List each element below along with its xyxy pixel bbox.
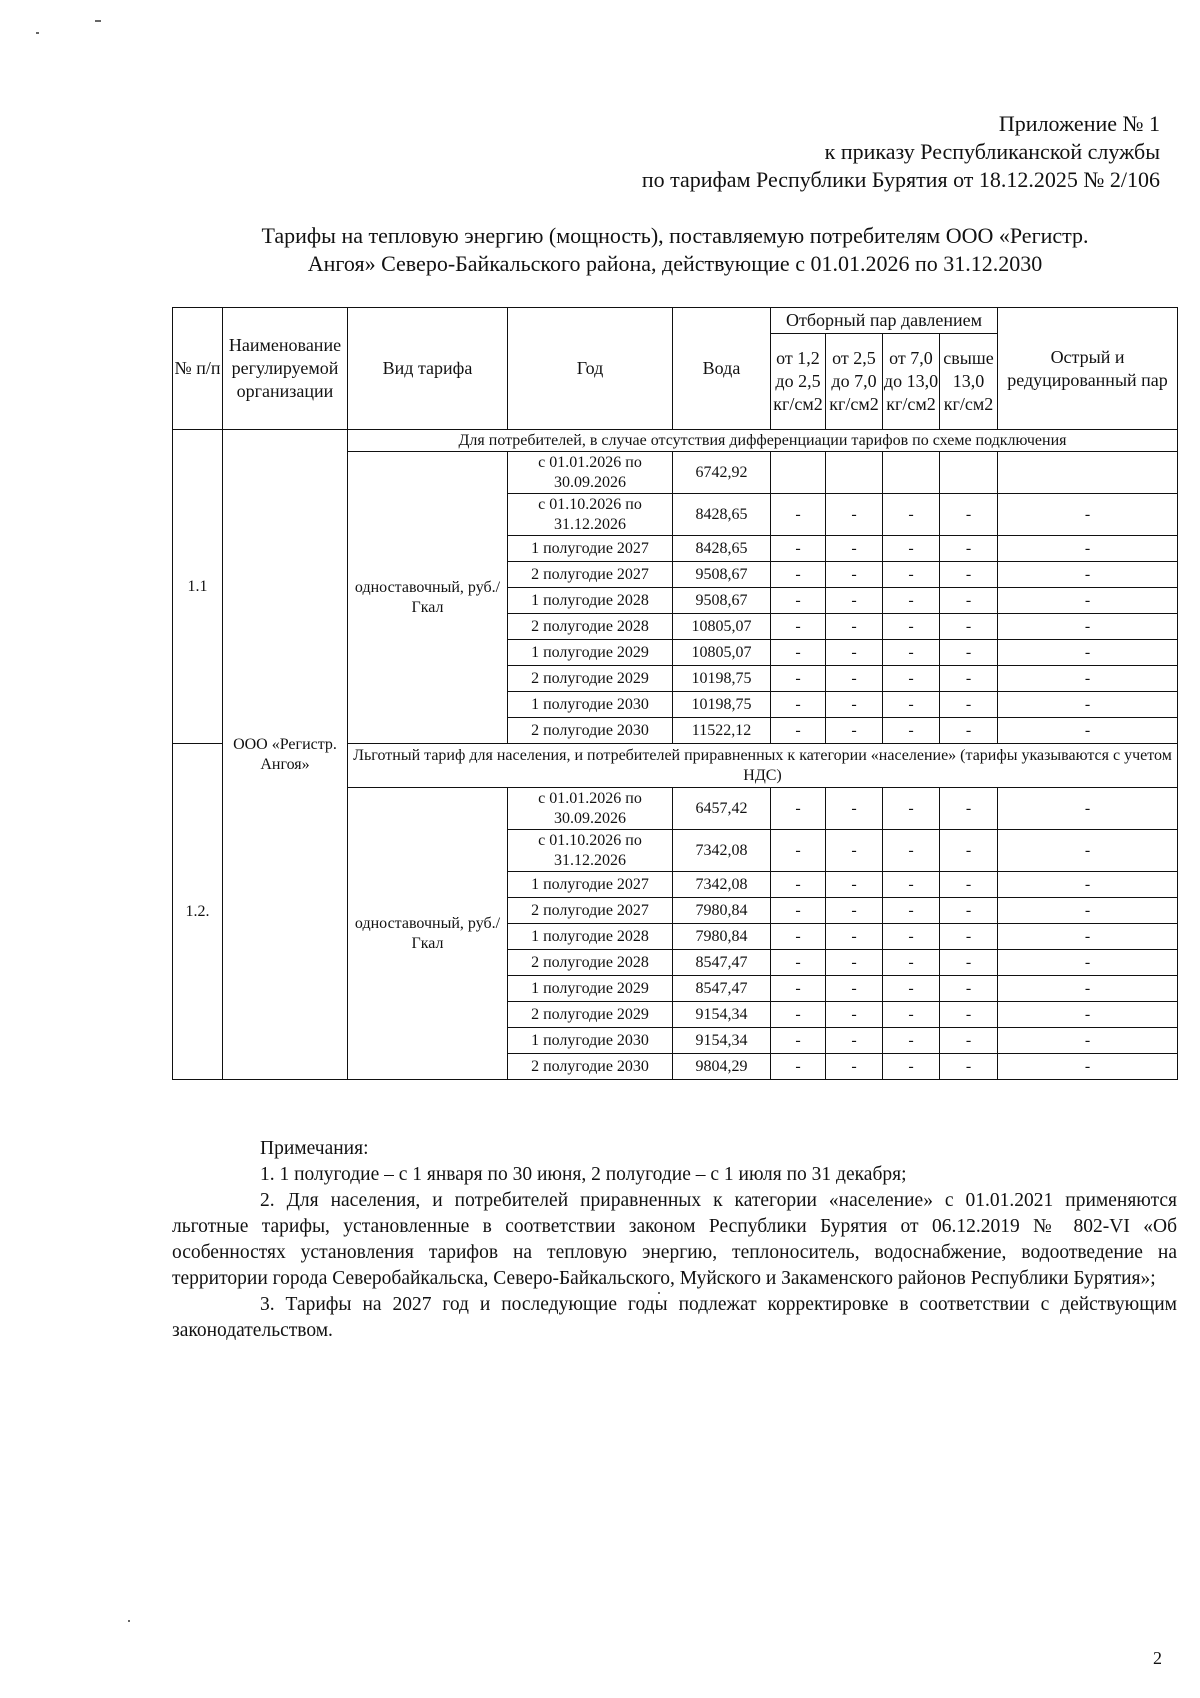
tariff-table (172, 307, 1178, 1080)
note-item: 2. Для населения, и потребителей приравненных к категории «население» с 01.01.2021 применяются льготные тарифы, установленные в соответствии законом Республики Бурятия от 06.12.2019 № 802-VI «Об особенностях установления тарифов на тепловую энергию, теплоноситель, водоснабжение, водоотведение на территории города Северобайкальска, Северо-Байкальского, Муйского и Закаменского районов Республики Бурятия»; (172, 1190, 1177, 1289)
dash-cell: - (826, 1054, 883, 1080)
dash-cell: - (883, 588, 940, 614)
section-label: Для потребителей, в случае отсутствия дифференциации тарифов по схеме подключения (348, 430, 1178, 452)
title-line: Тарифы на тепловую энергию (мощность), поставляемую потребителям ООО «Регистр. (261, 223, 1089, 248)
dash-cell: - (883, 1054, 940, 1080)
dash-cell: - (940, 898, 998, 924)
header-sharp-steam: Острый и редуцированный пар (998, 308, 1178, 430)
dash-cell: - (998, 692, 1178, 718)
dash-cell: - (940, 614, 998, 640)
period-cell: 1 полугодие 2027 (508, 872, 673, 898)
dash-cell (883, 452, 940, 494)
dash-cell: - (771, 588, 826, 614)
dash-cell: - (826, 640, 883, 666)
scan-speck (128, 1620, 130, 1622)
dash-cell: - (998, 562, 1178, 588)
dash-cell: - (998, 898, 1178, 924)
period-cell: 2 полугодие 2029 (508, 1002, 673, 1028)
dash-cell: - (771, 666, 826, 692)
water-tariff: 7342,08 (673, 830, 771, 872)
dash-cell: - (771, 872, 826, 898)
header-tariff-type: Вид тарифа (348, 308, 508, 430)
dash-cell: - (940, 830, 998, 872)
dash-cell: - (826, 830, 883, 872)
dash-cell: - (771, 562, 826, 588)
scan-speck (95, 20, 101, 22)
header-steam-group: Отборный пар давлением (771, 308, 998, 334)
header-steam-1: от 1,2 до 2,5 кг/см2 (771, 334, 826, 430)
dash-cell: - (940, 950, 998, 976)
dash-cell: - (998, 640, 1178, 666)
dash-cell: - (998, 976, 1178, 1002)
water-tariff: 9154,34 (673, 1028, 771, 1054)
dash-cell: - (771, 788, 826, 830)
dash-cell: - (998, 1054, 1178, 1080)
dash-cell: - (883, 898, 940, 924)
dash-cell: - (883, 562, 940, 588)
dash-cell: - (771, 640, 826, 666)
water-tariff: 9804,29 (673, 1054, 771, 1080)
dash-cell: - (883, 1028, 940, 1054)
header-num: № п/п (173, 308, 223, 430)
dash-cell: - (940, 924, 998, 950)
dash-cell: - (771, 1028, 826, 1054)
dash-cell: - (940, 718, 998, 744)
header-year: Год (508, 308, 673, 430)
dash-cell: - (883, 872, 940, 898)
dash-cell: - (998, 924, 1178, 950)
dash-cell: - (998, 718, 1178, 744)
period-cell: 1 полугодие 2028 (508, 924, 673, 950)
appendix-line: к приказу Республиканской службы (824, 139, 1160, 164)
dash-cell: - (998, 666, 1178, 692)
dash-cell: - (940, 1028, 998, 1054)
dash-cell: - (998, 1028, 1178, 1054)
dash-cell (940, 452, 998, 494)
water-tariff: 10805,07 (673, 640, 771, 666)
header-steam-2: от 2,5 до 7,0 кг/см2 (826, 334, 883, 430)
header-water: Вода (673, 308, 771, 430)
water-tariff: 7980,84 (673, 924, 771, 950)
dash-cell: - (883, 640, 940, 666)
period-cell: с 01.10.2026 по 31.12.2026 (508, 830, 673, 872)
period-cell: 2 полугодие 2028 (508, 614, 673, 640)
water-tariff: 10198,75 (673, 666, 771, 692)
dash-cell: - (826, 924, 883, 950)
period-cell: с 01.01.2026 по 30.09.2026 (508, 452, 673, 494)
dash-cell: - (883, 788, 940, 830)
dash-cell: - (771, 924, 826, 950)
water-tariff: 7342,08 (673, 872, 771, 898)
header-steam-3: от 7,0 до 13,0 кг/см2 (883, 334, 940, 430)
period-cell: 2 полугодие 2030 (508, 718, 673, 744)
note-item: 1. 1 полугодие – с 1 января по 30 июня, 2 полугодие – с 1 июля по 31 декабря; (260, 1164, 907, 1185)
dash-cell: - (826, 788, 883, 830)
dash-cell (771, 452, 826, 494)
dash-cell: - (883, 976, 940, 1002)
dash-cell: - (940, 692, 998, 718)
tariff-type: одноставочный, руб./Гкал (348, 788, 508, 1080)
header-org: Наименование регулируемой организации (223, 308, 348, 430)
dash-cell: - (826, 588, 883, 614)
dash-cell: - (771, 718, 826, 744)
period-cell: с 01.01.2026 по 30.09.2026 (508, 788, 673, 830)
water-tariff: 7980,84 (673, 898, 771, 924)
dash-cell: - (998, 872, 1178, 898)
water-tariff: 8547,47 (673, 950, 771, 976)
appendix-line: Приложение № 1 (998, 111, 1160, 136)
dash-cell: - (998, 494, 1178, 536)
dash-cell: - (826, 1002, 883, 1028)
page-number: 2 (1153, 1648, 1162, 1668)
water-tariff: 8428,65 (673, 536, 771, 562)
dash-cell (998, 452, 1178, 494)
water-tariff: 6457,42 (673, 788, 771, 830)
scan-speck (36, 32, 39, 34)
water-tariff: 9154,34 (673, 1002, 771, 1028)
period-cell: 1 полугодие 2030 (508, 1028, 673, 1054)
dash-cell: - (826, 898, 883, 924)
dash-cell: - (883, 718, 940, 744)
dash-cell: - (883, 494, 940, 536)
period-cell: 2 полугодие 2029 (508, 666, 673, 692)
water-tariff: 6742,92 (673, 452, 771, 494)
period-cell: 1 полугодие 2029 (508, 640, 673, 666)
dash-cell: - (883, 830, 940, 872)
period-cell: 2 полугодие 2030 (508, 1054, 673, 1080)
water-tariff: 11522,12 (673, 718, 771, 744)
period-cell: 1 полугодие 2027 (508, 536, 673, 562)
section-label-row (173, 430, 1178, 452)
appendix-header (642, 110, 1160, 194)
dash-cell: - (940, 666, 998, 692)
dash-cell: - (771, 1054, 826, 1080)
dash-cell: - (826, 666, 883, 692)
dash-cell: - (883, 614, 940, 640)
dash-cell: - (771, 830, 826, 872)
dash-cell: - (826, 692, 883, 718)
dash-cell: - (826, 536, 883, 562)
water-tariff: 10198,75 (673, 692, 771, 718)
dash-cell: - (826, 562, 883, 588)
dash-cell: - (883, 1002, 940, 1028)
dash-cell: - (998, 588, 1178, 614)
period-cell: 1 полугодие 2030 (508, 692, 673, 718)
notes-heading: Примечания: (260, 1138, 369, 1159)
water-tariff: 8547,47 (673, 976, 771, 1002)
dash-cell: - (826, 494, 883, 536)
period-cell: 1 полугодие 2029 (508, 976, 673, 1002)
dash-cell: - (771, 898, 826, 924)
dash-cell: - (940, 562, 998, 588)
section-label: Льготный тариф для населения, и потребителей приравненных к категории «население» (тарифы указываются с учетом НДС) (348, 744, 1178, 788)
water-tariff: 8428,65 (673, 494, 771, 536)
dash-cell: - (940, 494, 998, 536)
dash-cell: - (771, 692, 826, 718)
period-cell: 2 полугодие 2027 (508, 898, 673, 924)
dash-cell: - (998, 788, 1178, 830)
dash-cell: - (940, 588, 998, 614)
period-cell: 1 полугодие 2028 (508, 588, 673, 614)
dash-cell: - (883, 950, 940, 976)
notes (172, 1136, 1177, 1344)
title-line: Ангоя» Северо-Байкальского района, действующие с 01.01.2026 по 31.12.2030 (307, 251, 1043, 276)
dash-cell: - (771, 614, 826, 640)
period-cell: 2 полугодие 2027 (508, 562, 673, 588)
dash-cell: - (771, 536, 826, 562)
dash-cell: - (826, 1028, 883, 1054)
dash-cell: - (998, 614, 1178, 640)
water-tariff: 9508,67 (673, 588, 771, 614)
dash-cell: - (940, 976, 998, 1002)
dash-cell: - (883, 536, 940, 562)
dash-cell: - (940, 1002, 998, 1028)
dash-cell: - (771, 1002, 826, 1028)
dash-cell: - (998, 830, 1178, 872)
dash-cell: - (940, 788, 998, 830)
tariff-type: одноставочный, руб./Гкал (348, 452, 508, 744)
dash-cell: - (883, 666, 940, 692)
dash-cell: - (826, 976, 883, 1002)
dash-cell: - (771, 950, 826, 976)
dash-cell: - (940, 640, 998, 666)
dash-cell: - (998, 536, 1178, 562)
dash-cell: - (771, 494, 826, 536)
note-item: 3. Тарифы на 2027 год и последующие годы подлежат корректировке в соответствии с действующим законодательством. (172, 1294, 1177, 1341)
period-cell: 2 полугодие 2028 (508, 950, 673, 976)
dash-cell: - (826, 614, 883, 640)
table-body (173, 430, 1178, 1080)
dash-cell: - (826, 718, 883, 744)
water-tariff: 9508,67 (673, 562, 771, 588)
water-tariff: 10805,07 (673, 614, 771, 640)
dash-cell: - (883, 924, 940, 950)
dash-cell: - (826, 950, 883, 976)
dash-cell (826, 452, 883, 494)
dash-cell: - (998, 1002, 1178, 1028)
dash-cell: - (883, 692, 940, 718)
header-steam-4: свыше 13,0 кг/см2 (940, 334, 998, 430)
dash-cell: - (771, 976, 826, 1002)
period-cell: с 01.10.2026 по 31.12.2026 (508, 494, 673, 536)
row-number: 1.2. (173, 744, 223, 1080)
document-title (170, 222, 1180, 278)
dash-cell: - (940, 536, 998, 562)
dash-cell: - (826, 872, 883, 898)
dash-cell: - (940, 1054, 998, 1080)
appendix-line: по тарифам Республики Бурятия от 18.12.2025 № 2/106 (641, 167, 1160, 192)
dash-cell: - (940, 872, 998, 898)
dash-cell: - (998, 950, 1178, 976)
organization-name: ООО «Регистр. Ангоя» (223, 430, 348, 1080)
row-number: 1.1 (173, 430, 223, 744)
